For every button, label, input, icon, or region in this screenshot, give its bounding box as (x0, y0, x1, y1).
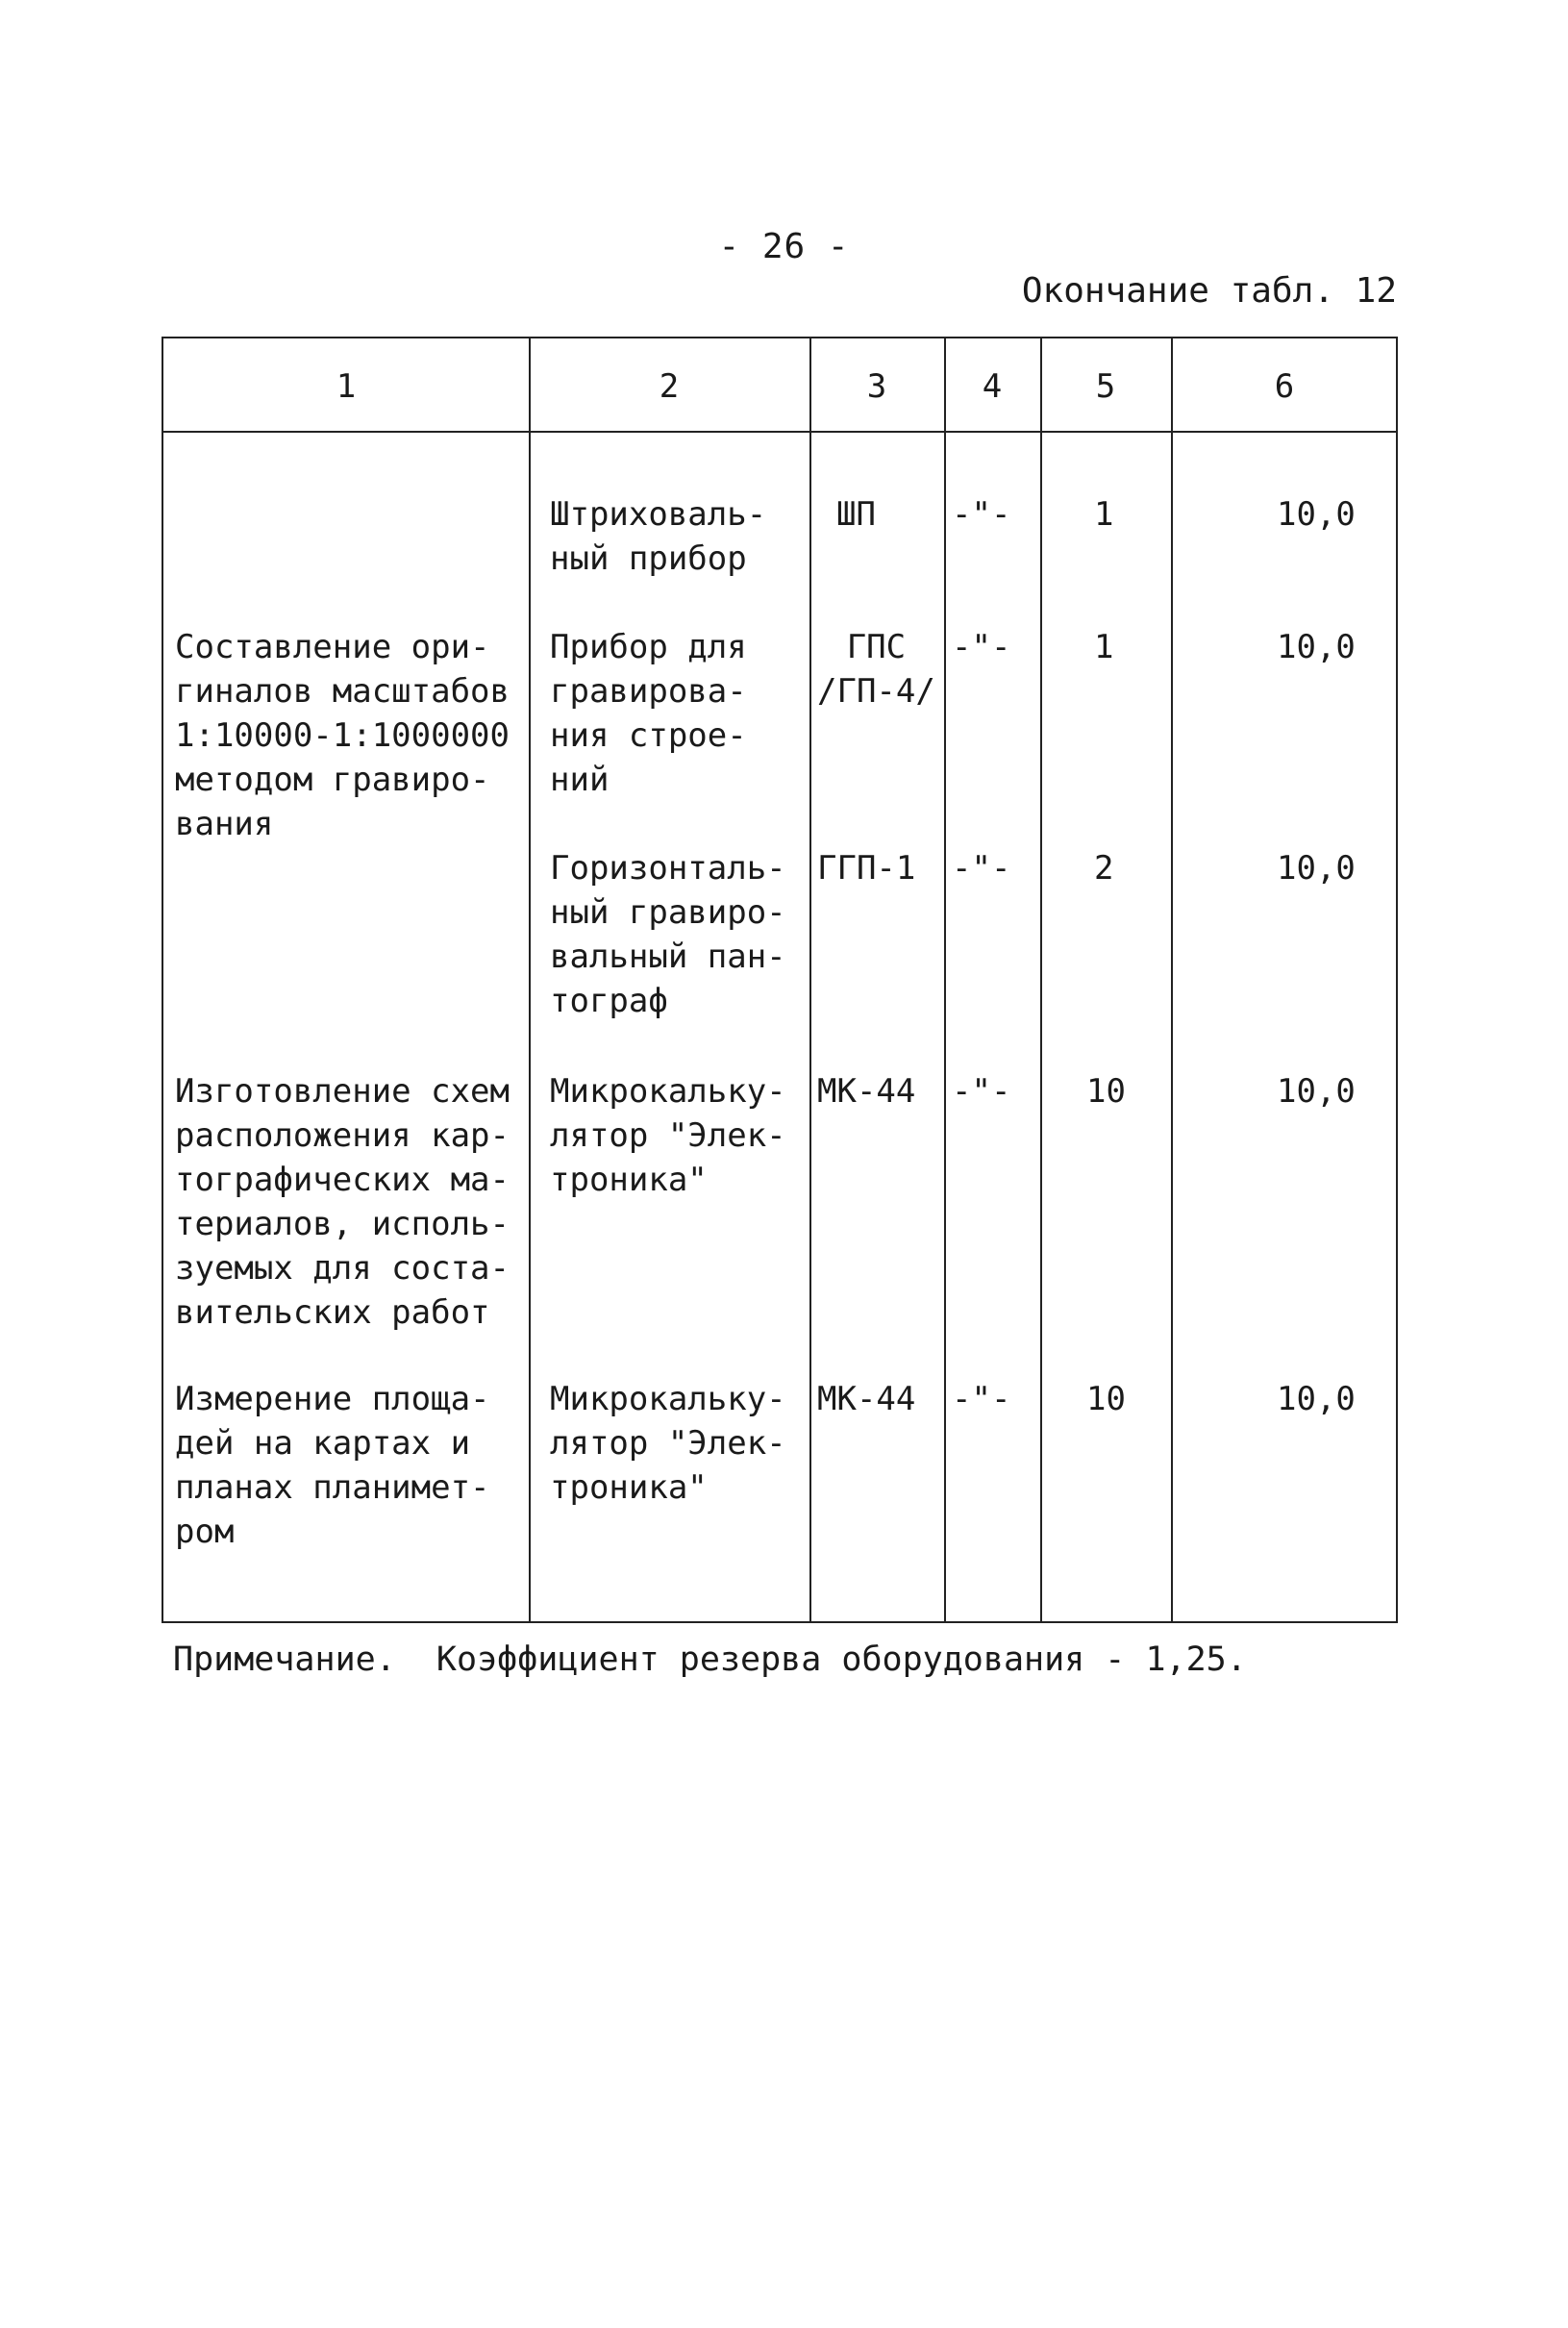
page-number: - 26 - (718, 227, 850, 266)
table-cell-equipment: Микрокальку- лятор "Элек- троника" (550, 1072, 786, 1199)
table-cell-unit: -"- (952, 1072, 1011, 1111)
column-divider (529, 338, 531, 1621)
table-cell-count: 1 (1094, 495, 1114, 534)
table-cell-unit: -"- (952, 628, 1011, 666)
table-cell-count: 10 (1086, 1380, 1126, 1418)
table-cell-value: 10,0 (1277, 628, 1356, 666)
table-cell-count: 10 (1086, 1072, 1126, 1111)
table-cell-type: ГПС /ГП-4/ (817, 628, 935, 711)
column-header-5: 5 (1095, 367, 1116, 406)
table-caption: Окончание табл. 12 (1021, 271, 1397, 311)
table-cell-count: 2 (1094, 849, 1114, 888)
table-cell-equipment: Штриховаль- ный прибор (550, 495, 767, 578)
column-header-1: 1 (336, 367, 357, 406)
column-divider (944, 338, 946, 1621)
table-cell-operation: Изготовление схем расположения кар- тографических ма- териалов, исполь- зуемых для соста- вительских работ (175, 1072, 510, 1332)
column-divider (1171, 338, 1173, 1621)
table-cell-equipment: Микрокальку- лятор "Элек- троника" (550, 1380, 786, 1507)
table-cell-type: ГГП-1 (817, 849, 916, 888)
table-cell-count: 1 (1094, 628, 1114, 666)
column-divider (809, 338, 811, 1621)
column-header-3: 3 (866, 367, 887, 406)
header-separator (163, 431, 1396, 433)
column-header-6: 6 (1274, 367, 1295, 406)
table-cell-value: 10,0 (1277, 849, 1356, 888)
table-cell-type: МК-44 (817, 1072, 916, 1111)
table-note: Примечание. Коэффициент резерва оборудования - 1,25. (173, 1640, 1247, 1679)
table-cell-unit: -"- (952, 849, 1011, 888)
column-divider (1040, 338, 1042, 1621)
table-cell-operation: Составление ори- гиналов масштабов 1:10000-1:1000000 методом гравиро- вания (175, 628, 510, 843)
table-cell-unit: -"- (952, 1380, 1011, 1418)
table-cell-equipment: Горизонталь- ный гравиро- вальный пан- тограф (550, 849, 786, 1020)
table-cell-value: 10,0 (1277, 1380, 1356, 1418)
equipment-table (162, 337, 1398, 1623)
table-cell-equipment: Прибор для гравирова- ния строе- ний (550, 628, 747, 799)
table-cell-value: 10,0 (1277, 1072, 1356, 1111)
table-cell-value: 10,0 (1277, 495, 1356, 534)
table-cell-unit: -"- (952, 495, 1011, 534)
table-cell-type: МК-44 (817, 1380, 916, 1418)
column-header-2: 2 (659, 367, 680, 406)
column-header-4: 4 (982, 367, 1003, 406)
table-cell-type: ШП (836, 495, 876, 534)
table-cell-operation: Измерение площа- дей на картах и планах планимет- ром (175, 1380, 490, 1551)
